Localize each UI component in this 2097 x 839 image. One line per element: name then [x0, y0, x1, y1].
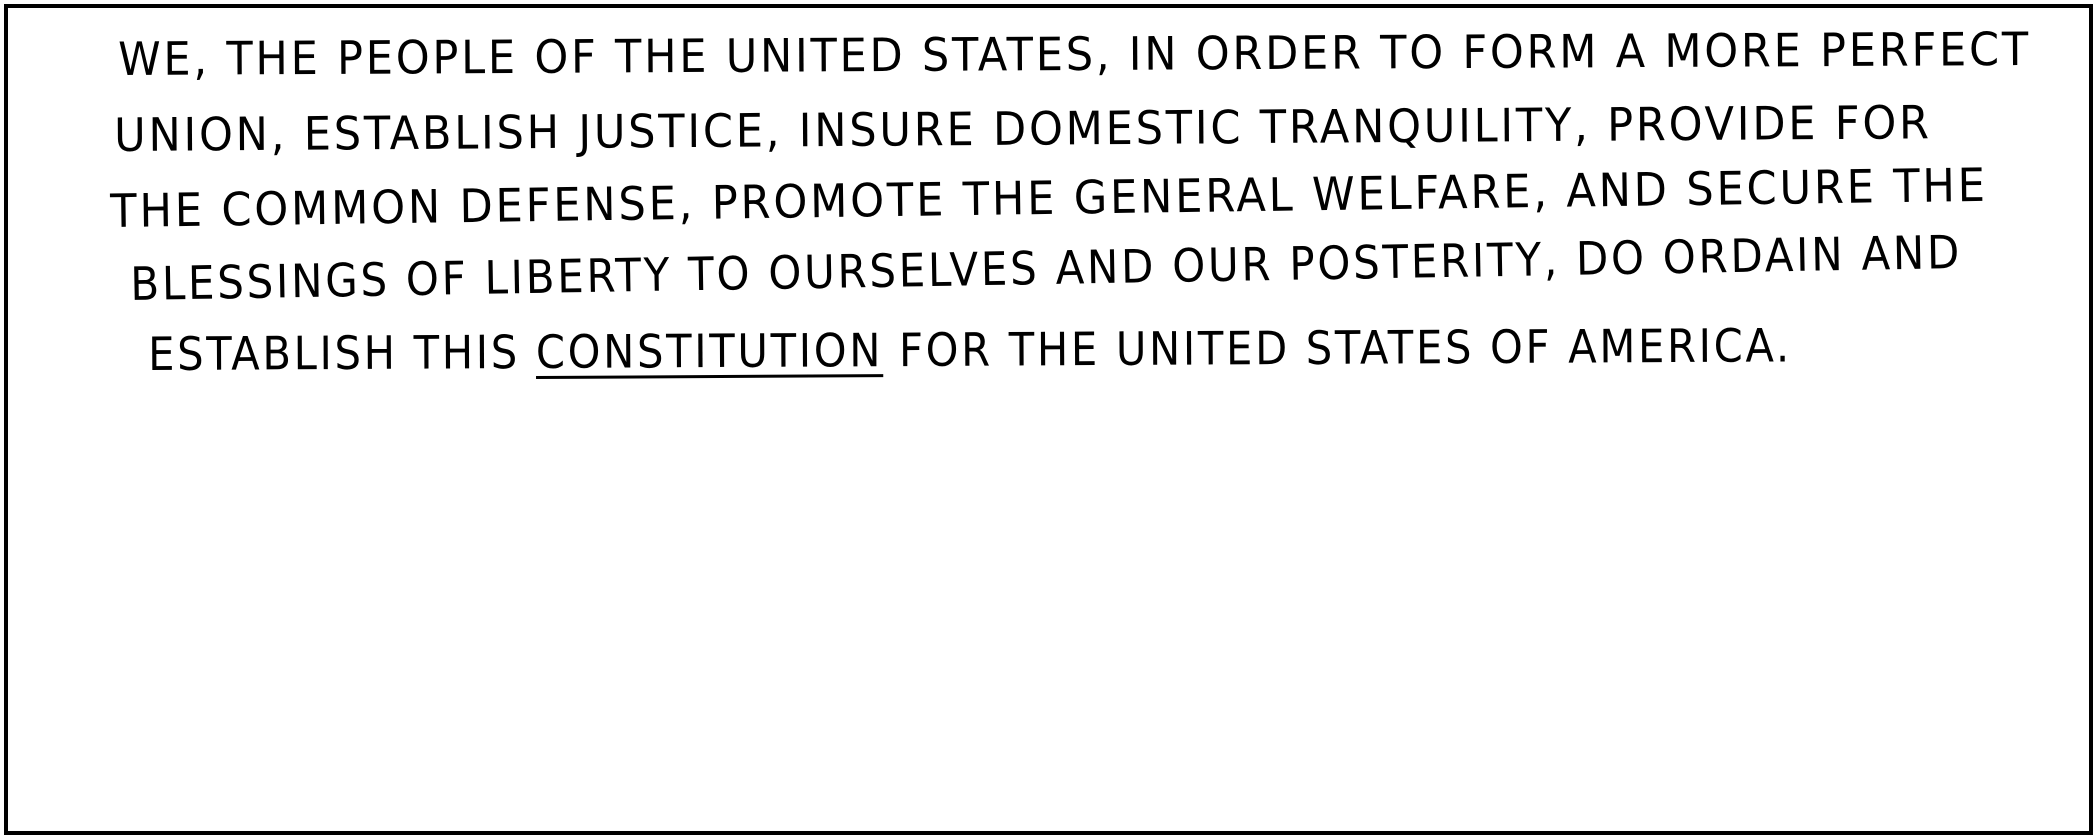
constitution-word: CONSTITUTION	[535, 323, 884, 379]
preamble-line-3: THE COMMON DEFENSE, PROMOTE THE GENERAL WELFARE, AND SECURE THE	[109, 157, 1989, 238]
preamble-line-5-start: ESTABLISH THIS	[147, 324, 537, 381]
preamble-line-5-end: FOR THE UNITED STATES OF AMERICA.	[882, 318, 1793, 378]
preamble-line-1: WE, THE PEOPLE OF THE UNITED STATES, IN ORDER TO FORM A MORE PERFECT	[117, 21, 2032, 86]
preamble-line-5	[147, 318, 1793, 381]
preamble-line-2: UNION, ESTABLISH JUSTICE, INSURE DOMESTIC TRANQUILITY, PROVIDE FOR	[113, 95, 1932, 162]
preamble-line-4: BLESSINGS OF LIBERTY TO OURSELVES AND OUR POSTERITY, DO ORDAIN AND	[129, 225, 1963, 311]
handwritten-card	[4, 4, 2093, 835]
